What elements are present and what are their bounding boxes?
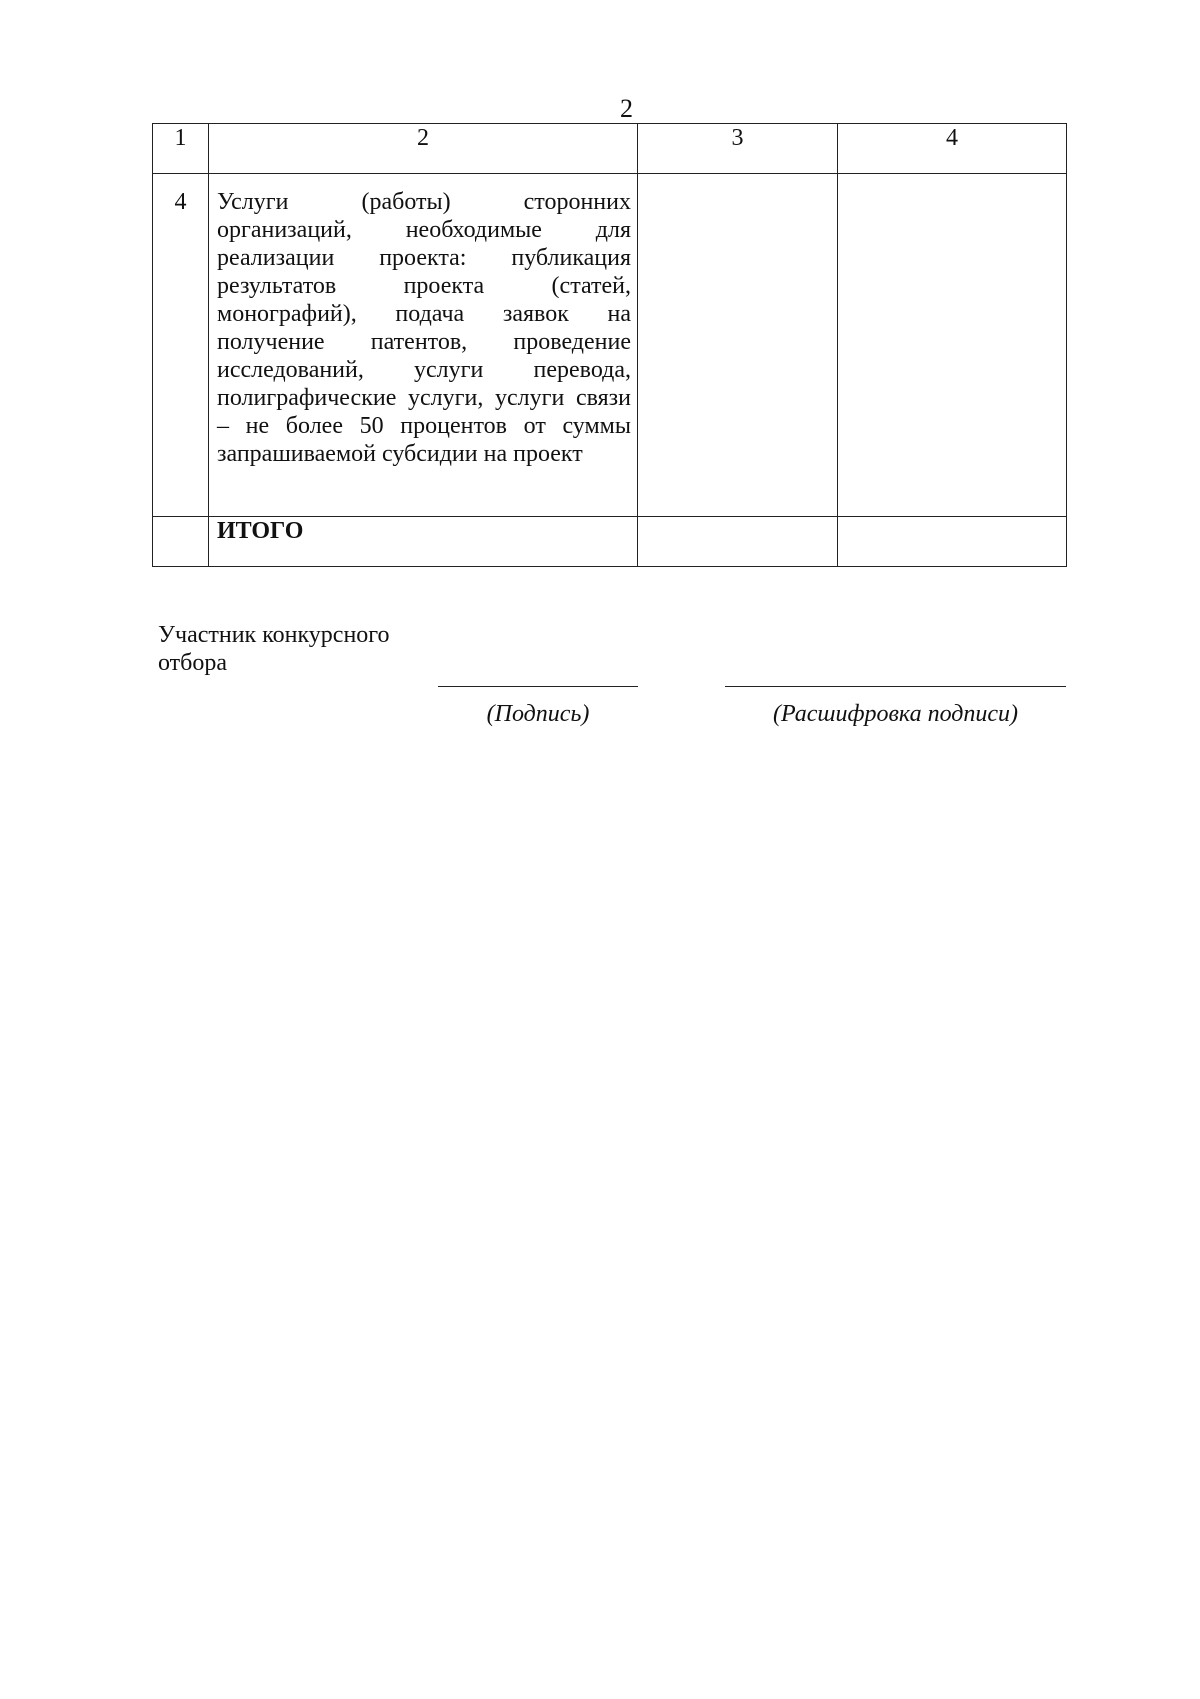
header-col-2: 2 [209, 124, 638, 174]
transcript-caption: (Расшифровка подписи) [772, 701, 1019, 727]
row-col-4 [838, 174, 1067, 517]
header-col-1: 1 [153, 124, 209, 174]
total-label: ИТОГО [209, 517, 638, 567]
total-col-4 [838, 517, 1067, 567]
table-header-row [153, 124, 1067, 174]
row-number: 4 [153, 174, 209, 517]
table-row [153, 174, 1067, 517]
total-number [153, 517, 209, 567]
header-col-3: 3 [638, 124, 838, 174]
header-col-4: 4 [838, 124, 1067, 174]
signature-caption: (Подпись) [486, 701, 590, 727]
total-row [153, 517, 1067, 567]
row-description: Услуги (работы) сторонних организаций, необходимые для реализации проекта: публикация результатов проекта (статей, монографий), подача заявок на получение патентов, проведение исследований, услуги перевода, полиграфические услуги, услуги связи – не более 50 процентов от суммы запрашиваемой субсидии на проект [209, 174, 638, 517]
total-col-3 [638, 517, 838, 567]
transcript-line [725, 686, 1066, 687]
row-col-3 [638, 174, 838, 517]
participant-label: Участник конкурсного отбора [158, 622, 390, 676]
signature-line [438, 686, 638, 687]
budget-table [152, 123, 1067, 567]
page-number: 2 [620, 94, 633, 123]
